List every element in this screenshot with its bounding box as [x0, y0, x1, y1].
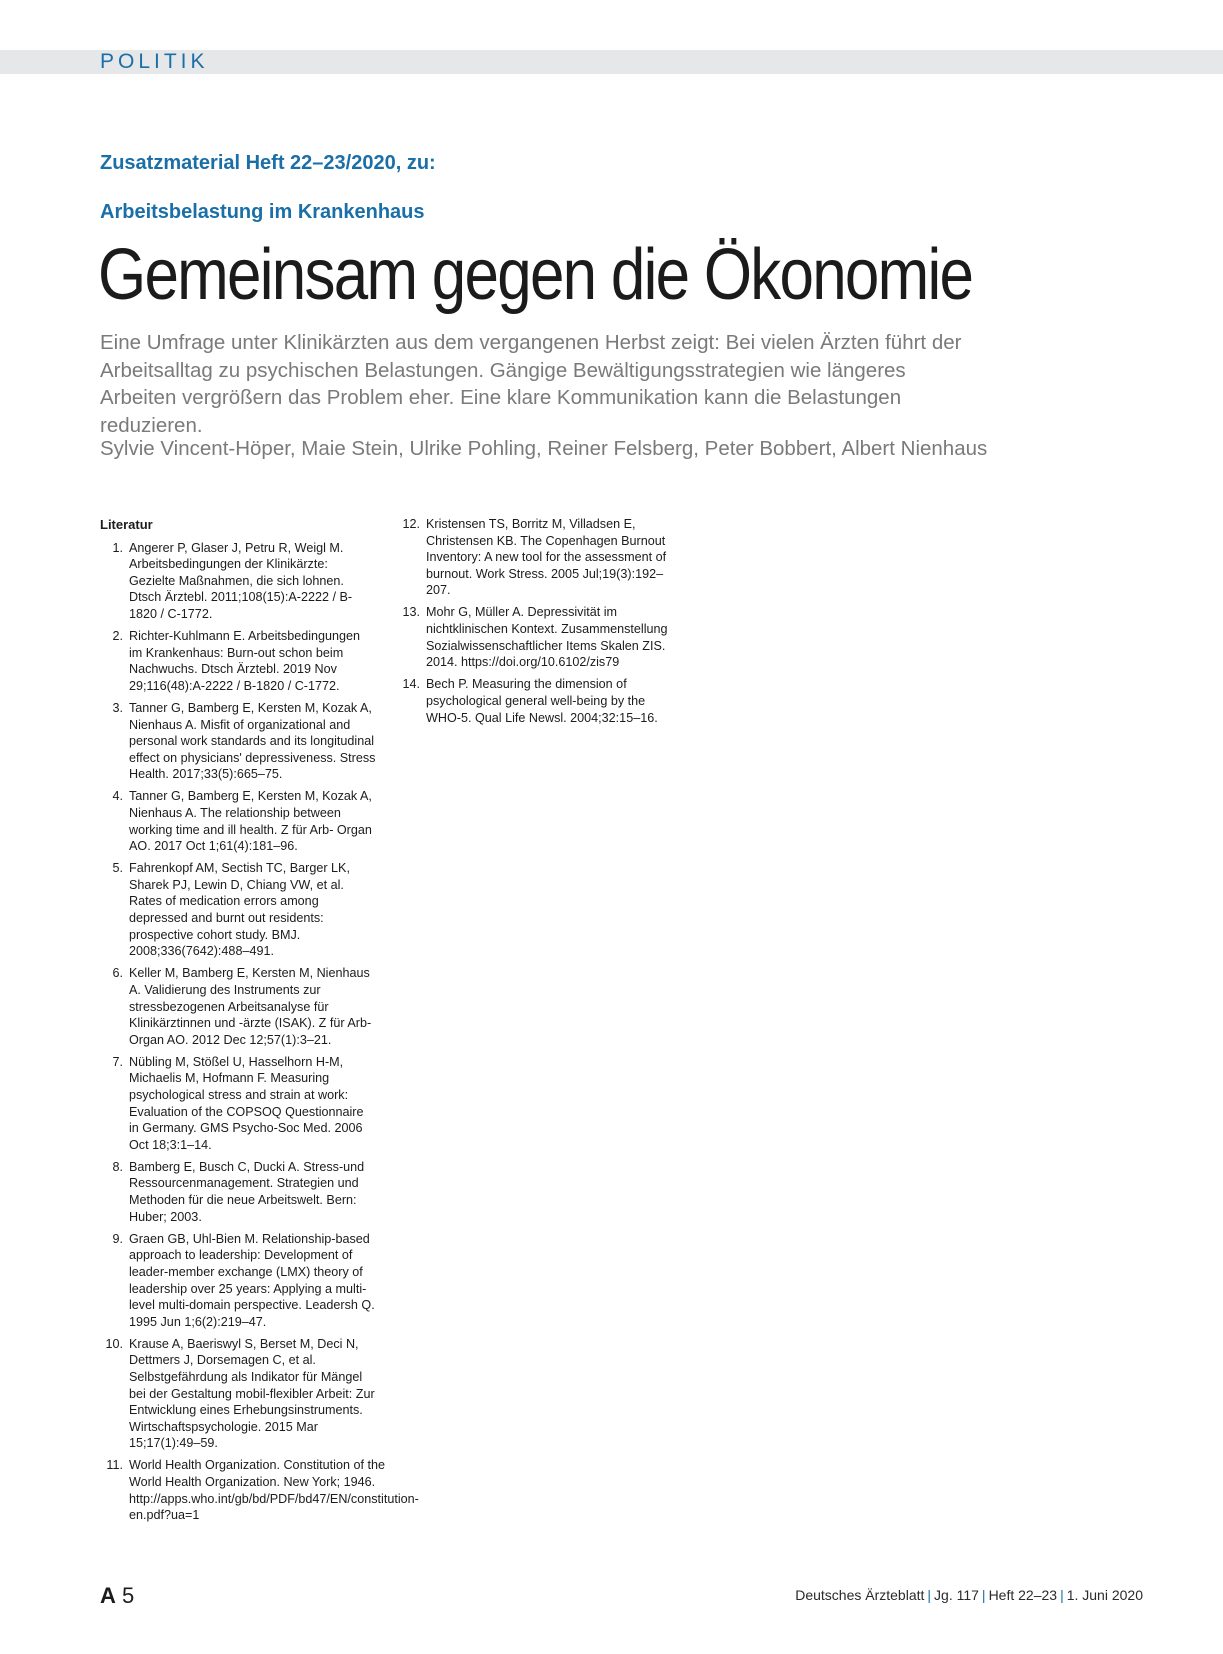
reference-item	[100, 540, 376, 623]
reference-item	[100, 1054, 376, 1154]
reference-text: Graen GB, Uhl-Bien M. Relationship-based approach to leadership: Development of leader-member exchange (LMX) theory of leadership over 25 years: Applying a multi-level multi-domain perspective. Leadersh Q. 1995 Jun 1;6(2):219–47.	[129, 1231, 375, 1329]
reference-item	[100, 1336, 376, 1452]
section-label: POLITIK	[100, 50, 209, 73]
article-authors: Sylvie Vincent-Höper, Maie Stein, Ulrike Pohling, Reiner Felsberg, Peter Bobbert, Albert Nienhaus	[100, 437, 988, 460]
reference-text: Angerer P, Glaser J, Petru R, Weigl M. Arbeitsbedingungen der Klinikärzte: Gezielte Maßnahmen, die sich lohnen. Dtsch Ärztebl. 2011;108(15):A-2222 / B-1820 / C-1772.	[129, 540, 353, 621]
article-title: Gemeinsam gegen die Ökonomie	[98, 235, 973, 315]
reference-item	[100, 965, 376, 1048]
footer-separator: |	[981, 1587, 986, 1603]
reference-item	[397, 516, 672, 599]
journal-name: Deutsches Ärzteblatt	[795, 1587, 925, 1603]
reference-text: Fahrenkopf AM, Sectish TC, Barger LK, Sharek PJ, Lewin D, Chiang VW, et al. Rates of medication errors among depressed and burnt out residents: prospective cohort study. BMJ. 2008;336(7642):488–491.	[129, 861, 350, 959]
page-number	[100, 1583, 134, 1609]
footer-separator: |	[1060, 1587, 1064, 1603]
article-kicker: Arbeitsbelastung im Krankenhaus	[100, 201, 425, 223]
reference-number: 10.	[105, 1336, 123, 1351]
reference-number: 13.	[402, 605, 420, 620]
reference-item	[100, 1159, 376, 1225]
reference-text: Nübling M, Stößel U, Hasselhorn H-M, Michaelis M, Hofmann F. Measuring psychological stress and strain at work: Evaluation of the COPSOQ Questionnaire in Germany. GMS Psycho-Soc Med. 2006 Oct 18;3:1–14.	[129, 1054, 364, 1152]
reference-number: 7.	[112, 1054, 123, 1069]
literature-heading: Literatur	[100, 517, 153, 532]
reference-number: 14.	[402, 677, 420, 692]
references-column-2	[397, 516, 672, 732]
reference-text: Richter-Kuhlmann E. Arbeitsbedingungen im Krankenhaus: Burn-out schon beim Nachwuchs. Dtsch Ärztebl. 2019 Nov 29;116(48):A-2222 / B-1820 / C-1772.	[129, 629, 361, 693]
reference-item	[100, 1231, 376, 1331]
reference-item	[100, 860, 376, 960]
reference-number: 6.	[112, 966, 123, 981]
reference-number: 11.	[106, 1458, 123, 1473]
reference-item	[100, 788, 376, 854]
journal-volume: Jg. 117	[934, 1587, 979, 1603]
reference-item	[100, 700, 376, 783]
journal-footer	[795, 1587, 1143, 1603]
supplement-line: Zusatzmaterial Heft 22–23/2020, zu:	[100, 152, 436, 174]
reference-item	[397, 676, 672, 726]
reference-item	[100, 628, 376, 694]
reference-text: Tanner G, Bamberg E, Kersten M, Kozak A, Nienhaus A. Misfit of organizational and personal work standards and its longitudinal effect on physicians' depressiveness. Stress Health. 2017;33(5):665–75.	[129, 700, 376, 782]
reference-number: 3.	[112, 700, 123, 715]
reference-number: 2.	[112, 629, 123, 644]
reference-text: Bamberg E, Busch C, Ducki A. Stress-und Ressourcenmanagement. Strategien und Methoden für die neue Arbeitswelt. Bern: Huber; 2003.	[129, 1159, 365, 1224]
reference-text: Mohr G, Müller A. Depressivität im nichtklinischen Kontext. Zusammenstellung Sozialwissenschaftlicher Items Skalen ZIS. 2014. https://doi.org/10.6102/zis79	[426, 605, 668, 670]
references-column-1	[100, 517, 419, 1529]
reference-number: 5.	[112, 861, 123, 876]
reference-text: Bech P. Measuring the dimension of psychological general well-being by the WHO-5. Qual Life Newsl. 2004;32:15–16.	[426, 677, 658, 725]
article-lead: Eine Umfrage unter Klinikärzten aus dem vergangenen Herbst zeigt: Bei vielen Ärzten führt der Arbeitsalltag zu psychischen Belastungen. Gängige Bewältigungsstrategien wie längeres Arbeiten vergrößern das Problem eher. Eine klare Kommunikation kann die Belastungen reduzieren.	[100, 331, 962, 437]
reference-text: Tanner G, Bamberg E, Kersten M, Kozak A, Nienhaus A. The relationship between working time and ill health. Z für Arb- Organ AO. 2017 Oct 1;61(4):181–96.	[129, 789, 372, 854]
reference-number: 12.	[402, 517, 420, 531]
journal-issue: Heft 22–23	[988, 1587, 1058, 1603]
reference-text: World Health Organization. Constitution of the World Health Organization. New York; 1946. http://apps.who.int/gb/bd/PDF/bd47/EN/constitution-en.pdf?ua=1	[129, 1458, 419, 1523]
page-number-value: 5	[122, 1583, 135, 1608]
reference-number: 8.	[112, 1159, 123, 1174]
reference-text: Keller M, Bamberg E, Kersten M, Nienhaus A. Validierung des Instruments zur stressbezogenen Arbeitsanalyse für Klinikärztinnen und -ärzte (ISAK). Z für Arb- Organ AO. 2012 Dec 12;57(1):3–21.	[129, 966, 372, 1047]
reference-number: 1.	[112, 540, 123, 555]
footer-separator: |	[927, 1587, 932, 1603]
reference-text: Kristensen TS, Borritz M, Villadsen E, Christensen KB. The Copenhagen Burnout Inventory: A new tool for the assessment of burnout. Work Stress. 2005 Jul;19(3):192–207.	[426, 517, 667, 598]
reference-text: Krause A, Baeriswyl S, Berset M, Deci N, Dettmers J, Dorsemagen C, et al. Selbstgefährdung als Indikator für Mängel bei der Gestaltung mobil-flexibler Arbeit: Zur Entwicklung eines Erhebungsinstruments. Wirtschaftspsychologie. 2015 Mar 15;17(1):49–59.	[129, 1336, 375, 1451]
reference-number: 9.	[112, 1231, 123, 1246]
journal-date: 1. Juni 2020	[1066, 1587, 1143, 1603]
reference-number: 4.	[112, 789, 123, 804]
reference-item	[100, 1457, 419, 1523]
reference-item	[397, 604, 672, 670]
page-prefix: A	[100, 1583, 116, 1608]
